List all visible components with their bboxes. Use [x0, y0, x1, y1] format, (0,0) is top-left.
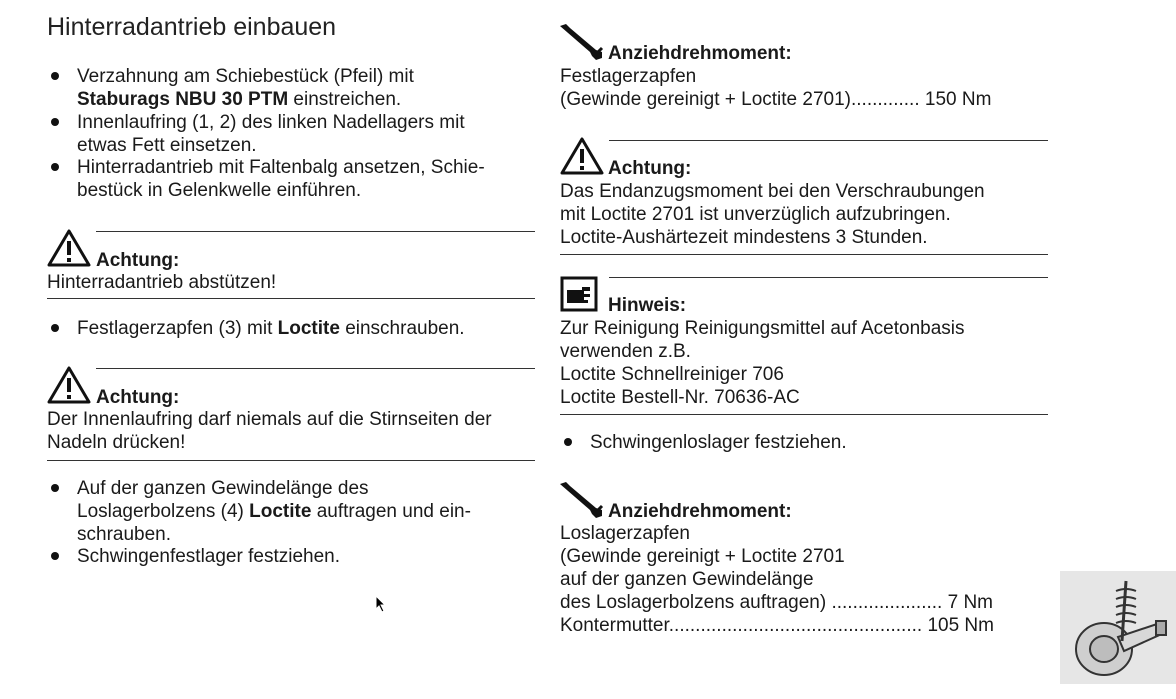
- warning-icon: [47, 366, 91, 404]
- bullet-text: Staburags NBU 30 PTM einstreichen.: [77, 89, 402, 110]
- divider: [96, 368, 535, 369]
- warning-heading: Achtung:: [96, 250, 180, 271]
- bullet-dot: [51, 163, 59, 171]
- bullet-text: Schwingenfestlager festziehen.: [77, 546, 340, 567]
- note-text: verwenden z.B.: [560, 341, 691, 362]
- torque-text: auf der ganzen Gewindelänge: [560, 569, 814, 590]
- bullet-text: schrauben.: [77, 524, 172, 545]
- warning-text: Das Endanzugsmoment bei den Verschraubungen: [560, 181, 985, 202]
- section-thumbnail: [1060, 571, 1176, 684]
- bullet-text: Loslagerbolzens (4) Loctite auftragen und ein-: [77, 501, 471, 522]
- torque-heading: Anziehdrehmoment:: [608, 501, 792, 522]
- warning-text: Loctite-Aushärtezeit mindestens 3 Stunden.: [560, 227, 928, 248]
- torque-text: Loslagerzapfen: [560, 523, 690, 544]
- note-hand-icon: [560, 276, 598, 312]
- bullet-dot: [51, 118, 59, 126]
- bullet-dot: [51, 484, 59, 492]
- torque-wrench-icon: [558, 480, 606, 520]
- bullet-text: Auf der ganzen Gewindelänge des: [77, 478, 369, 499]
- rear-drive-illustration-icon: [1060, 571, 1176, 684]
- warning-icon: [560, 137, 604, 175]
- note-text: Loctite Schnellreiniger 706: [560, 364, 784, 385]
- divider: [47, 460, 535, 461]
- warning-heading: Achtung:: [96, 387, 180, 408]
- divider: [609, 140, 1048, 141]
- divider: [560, 414, 1048, 415]
- divider: [609, 277, 1048, 278]
- torque-text: (Gewinde gereinigt + Loctite 2701: [560, 546, 845, 567]
- bullet-text: Schwingenloslager festziehen.: [590, 432, 847, 453]
- bullet-text: Verzahnung am Schiebestück (Pfeil) mit: [77, 66, 414, 87]
- bullet-text: etwas Fett einsetzen.: [77, 135, 257, 156]
- warning-text: Nadeln drücken!: [47, 432, 186, 453]
- bullet-text: Festlagerzapfen (3) mit Loctite einschrauben.: [77, 318, 465, 339]
- bullet-text: Innenlaufring (1, 2) des linken Nadellagers mit: [77, 112, 465, 133]
- note-text: Zur Reinigung Reinigungsmittel auf Acetonbasis: [560, 318, 965, 339]
- note-heading: Hinweis:: [608, 295, 687, 316]
- bullet-dot: [51, 72, 59, 80]
- divider: [96, 231, 535, 232]
- warning-heading: Achtung:: [608, 158, 692, 179]
- note-text: Loctite Bestell-Nr. 70636-AC: [560, 387, 800, 408]
- divider: [47, 298, 535, 299]
- page-title: Hinterradantrieb einbauen: [47, 13, 337, 41]
- divider: [560, 254, 1048, 255]
- mouse-cursor-icon: [375, 595, 387, 613]
- bullet-dot: [51, 552, 59, 560]
- bullet-text: bestück in Gelenkwelle einführen.: [77, 180, 362, 201]
- torque-wrench-icon: [558, 22, 606, 62]
- warning-icon: [47, 229, 91, 267]
- torque-text: Festlagerzapfen: [560, 66, 697, 87]
- warning-text: Der Innenlaufring darf niemals auf die Stirnseiten der: [47, 409, 492, 430]
- warning-text: mit Loctite 2701 ist unverzüglich aufzubringen.: [560, 204, 951, 225]
- warning-text: Hinterradantrieb abstützen!: [47, 272, 277, 293]
- torque-value-line: des Loslagerbolzens auftragen) ..................... 7 Nm: [560, 592, 994, 613]
- bullet-text: Hinterradantrieb mit Faltenbalg ansetzen, Schie-: [77, 157, 485, 178]
- bullet-dot: [51, 324, 59, 332]
- torque-value-line: (Gewinde gereinigt + Loctite 2701)............. 150 Nm: [560, 89, 992, 110]
- bullet-dot: [564, 438, 572, 446]
- torque-heading: Anziehdrehmoment:: [608, 43, 792, 64]
- torque-value-line: Kontermutter................................................ 105 Nm: [560, 615, 994, 636]
